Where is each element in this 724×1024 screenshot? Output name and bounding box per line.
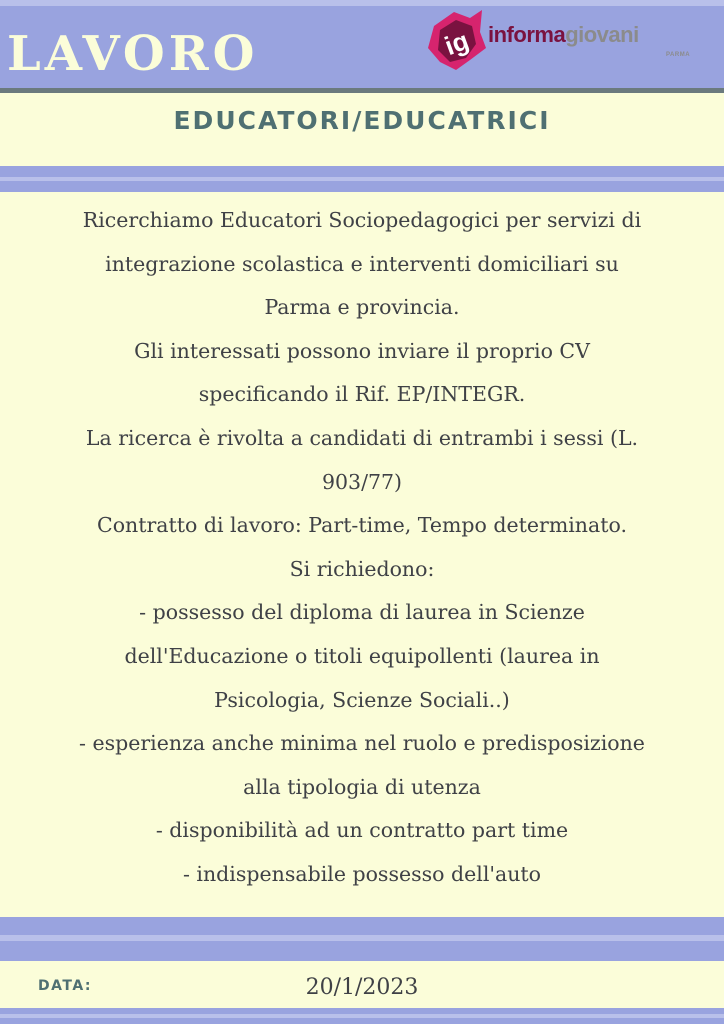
job-description	[0, 199, 724, 897]
logo-city: PARMA	[666, 52, 691, 58]
description-line: 903/77)	[321, 469, 403, 494]
description-line: La ricerca è rivolta a candidati di entrambi i sessi (L.	[85, 425, 639, 450]
svg-text:ig: ig	[440, 25, 473, 62]
description-line: integrazione scolastica e interventi domiciliari su	[105, 251, 619, 276]
description-line: - possesso del diploma di laurea in Scienze	[139, 600, 585, 625]
description-line: alla tipologia di utenza	[243, 774, 481, 799]
header-rule	[0, 88, 724, 93]
description-line: Parma e provincia.	[264, 295, 460, 320]
informagiovani-logo	[426, 8, 716, 74]
footer-band	[0, 1008, 724, 1024]
description-line: Contratto di lavoro: Part-time, Tempo determinato.	[97, 513, 627, 538]
description-line: Gli interessati possono inviare il proprio CV	[134, 338, 590, 363]
description-line: - esperienza anche minima nel ruolo e predisposizione	[79, 731, 645, 756]
description-line: specificando il Rif. EP/INTEGR.	[198, 382, 526, 407]
description-line: - indispensabile possesso dell'auto	[182, 861, 542, 886]
description-line: Si richiedono:	[289, 556, 435, 581]
top-stripe-divider	[0, 166, 724, 192]
description-line: Psicologia, Scienze Sociali..)	[214, 687, 510, 712]
date-label: DATA:	[38, 978, 93, 994]
description-line: - disponibilità ad un contratto part time	[155, 818, 569, 843]
page-title: LAVORO	[7, 26, 259, 82]
date-value: 20/1/2023	[305, 975, 419, 1000]
job-title: EDUCATORI/EDUCATRICI	[173, 106, 551, 135]
description-line: Ricerchiamo Educatori Sociopedagogici per servizi di	[82, 208, 642, 232]
ig-logo-icon	[426, 8, 488, 74]
logo-wordmark-part2: giovani	[565, 22, 639, 47]
logo-wordmark	[488, 24, 639, 46]
description-line: dell'Educazione o titoli equipollenti (laurea in	[124, 643, 600, 668]
logo-wordmark-part1: informa	[488, 22, 566, 47]
bottom-stripe-divider	[0, 917, 724, 961]
